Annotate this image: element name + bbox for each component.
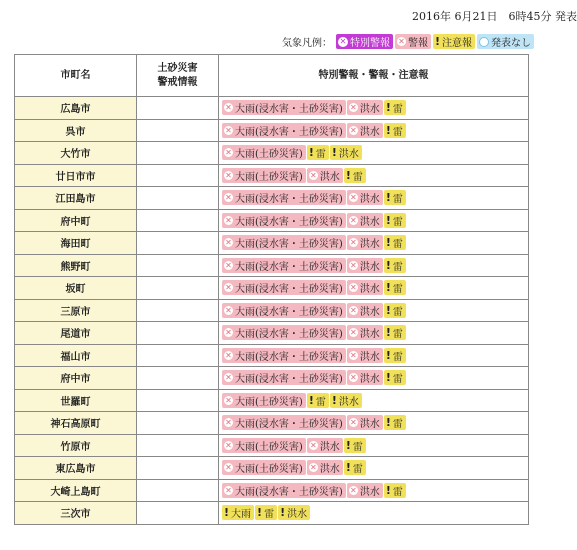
- advisory-icon: !: [385, 123, 391, 137]
- alert-label: 大雨(浸水害・土砂災害): [235, 329, 343, 341]
- warning-badge: [347, 235, 383, 250]
- alert-label: 大雨(浸水害・土砂災害): [235, 239, 343, 251]
- alert-label: 雷: [352, 441, 363, 453]
- warning-badge: [222, 235, 346, 250]
- advisory-icon: !: [385, 416, 391, 430]
- alert-label: 洪水: [359, 351, 380, 363]
- city-name: 世羅町: [15, 389, 137, 412]
- alert-label: 大雨: [231, 509, 252, 521]
- city-name: 神石高原町: [15, 412, 137, 435]
- warnings-cell: [219, 367, 529, 390]
- warning-badge: [222, 460, 306, 475]
- table-row: [15, 299, 529, 322]
- alert-label: 洪水: [359, 126, 380, 138]
- advisory-badge: [384, 325, 406, 340]
- landslide-info-cell: [137, 142, 219, 165]
- table-row: [15, 164, 529, 187]
- announcement-timestamp: 2016年 6月21日 6時45分 発表: [412, 10, 577, 23]
- advisory-badge: [384, 123, 406, 138]
- warning-badge: [222, 213, 346, 228]
- warning-badge: [347, 370, 383, 385]
- advisory-icon: !: [257, 506, 263, 520]
- advisory-badge: [384, 483, 406, 498]
- alert-label: 大雨(浸水害・土砂災害): [235, 351, 343, 363]
- advisory-icon: !: [280, 506, 286, 520]
- advisory-badge: [384, 190, 406, 205]
- warning-badge: [222, 415, 346, 430]
- city-name: 呉市: [15, 119, 137, 142]
- alert-label: 雷: [315, 396, 326, 408]
- landslide-info-cell: [137, 457, 219, 480]
- warning-badge: [222, 100, 346, 115]
- warning-badge: [347, 415, 383, 430]
- warnings-table: [14, 54, 529, 525]
- warnings-cell: [219, 277, 529, 300]
- warnings-cell: [219, 457, 529, 480]
- warning-badge: [222, 190, 346, 205]
- advisory-icon: !: [385, 303, 391, 317]
- alert-label: 大雨(浸水害・土砂災害): [235, 104, 343, 116]
- warning-icon: ✕: [225, 485, 232, 495]
- warning-badge: [347, 303, 383, 318]
- advisory-badge: [384, 258, 406, 273]
- advisory-icon: !: [385, 483, 391, 497]
- warning-icon: ✕: [349, 328, 357, 338]
- warning-icon: ✕: [225, 395, 232, 405]
- warning-badge: [307, 168, 343, 183]
- table-row: [15, 322, 529, 345]
- table-row: [15, 457, 529, 480]
- advisory-badge: [255, 505, 277, 520]
- table-row: [15, 412, 529, 435]
- city-name: 大崎上島町: [15, 479, 137, 502]
- alert-label: 洪水: [338, 149, 359, 161]
- warning-badge: [307, 438, 343, 453]
- warning-icon: ✕: [225, 463, 232, 473]
- warning-icon: ✕: [309, 463, 317, 473]
- landslide-header-line1: 土砂災害: [157, 62, 198, 74]
- landslide-header-line2: 警戒情報: [157, 76, 198, 88]
- alert-label: 洪水: [359, 486, 380, 498]
- warning-icon: ✕: [225, 440, 232, 450]
- advisory-badge: [384, 303, 406, 318]
- advisory-badge: [384, 100, 406, 115]
- table-row: [15, 389, 529, 412]
- advisory-icon: !: [385, 348, 391, 362]
- alert-label: 雷: [392, 419, 403, 431]
- warning-badge: [347, 483, 383, 498]
- column-header-warnings: 特別警報・警報・注意報: [219, 55, 529, 97]
- advisory-icon: !: [224, 506, 230, 520]
- advisory-icon: !: [308, 146, 314, 160]
- advisory-badge: [384, 213, 406, 228]
- warning-icon: ✕: [349, 418, 357, 428]
- table-row: [15, 97, 529, 120]
- advisory-icon: !: [435, 35, 441, 48]
- alert-label: 雷: [264, 509, 275, 521]
- advisory-badge: [344, 438, 366, 453]
- legend: [282, 34, 536, 49]
- warning-icon: ✕: [225, 260, 232, 270]
- warning-badge: [222, 123, 346, 138]
- alert-label: 大雨(土砂災害): [235, 171, 303, 183]
- alert-label: 洪水: [359, 419, 380, 431]
- legend-none: 発表なし: [477, 34, 534, 49]
- warning-icon: ✕: [225, 215, 232, 225]
- warnings-cell: [219, 209, 529, 232]
- alert-label: 大雨(浸水害・土砂災害): [235, 261, 343, 273]
- warnings-cell: [219, 232, 529, 255]
- warnings-cell: [219, 97, 529, 120]
- warning-badge: [222, 168, 306, 183]
- landslide-info-cell: [137, 367, 219, 390]
- column-header-landslide-info: [137, 55, 219, 97]
- table-row: [15, 434, 529, 457]
- city-name: 熊野町: [15, 254, 137, 277]
- alert-label: 大雨(土砂災害): [235, 149, 303, 161]
- warning-icon: ✕: [225, 238, 232, 248]
- landslide-info-cell: [137, 299, 219, 322]
- advisory-badge: [344, 460, 366, 475]
- advisory-badge: [307, 393, 329, 408]
- advisory-icon: !: [385, 236, 391, 250]
- warning-icon: ✕: [398, 37, 405, 46]
- landslide-info-cell: [137, 254, 219, 277]
- advisory-icon: !: [385, 213, 391, 227]
- legend-warning: ✕ 警報: [395, 34, 431, 49]
- warnings-cell: [219, 502, 529, 525]
- alert-label: 洪水: [359, 329, 380, 341]
- landslide-info-cell: [137, 232, 219, 255]
- warning-badge: [347, 123, 383, 138]
- landslide-info-cell: [137, 412, 219, 435]
- table-row: [15, 187, 529, 210]
- warning-badge: [347, 348, 383, 363]
- warnings-cell: [219, 322, 529, 345]
- column-header-city: 市町名: [15, 55, 137, 97]
- warnings-cell: [219, 299, 529, 322]
- alert-label: 大雨(浸水害・土砂災害): [235, 486, 343, 498]
- warning-icon: ✕: [225, 125, 232, 135]
- warning-icon: ✕: [225, 305, 232, 315]
- landslide-info-cell: [137, 187, 219, 210]
- alert-label: 洪水: [359, 216, 380, 228]
- warning-badge: [222, 303, 346, 318]
- alert-label: 大雨(土砂災害): [235, 396, 303, 408]
- warning-badge: [222, 370, 346, 385]
- alert-label: 洪水: [319, 441, 340, 453]
- advisory-icon: !: [331, 146, 337, 160]
- alert-label: 洪水: [319, 464, 340, 476]
- alert-label: 雷: [392, 284, 403, 296]
- legend-advisory: ! 注意報: [433, 34, 475, 49]
- warnings-cell: [219, 254, 529, 277]
- alert-label: 洪水: [319, 171, 340, 183]
- landslide-info-cell: [137, 344, 219, 367]
- city-name: 三次市: [15, 502, 137, 525]
- advisory-icon: !: [385, 101, 391, 115]
- warnings-cell: [219, 142, 529, 165]
- city-name: 江田島市: [15, 187, 137, 210]
- advisory-icon: !: [345, 461, 351, 475]
- advisory-badge: [222, 505, 254, 520]
- city-name: 海田町: [15, 232, 137, 255]
- landslide-info-cell: [137, 119, 219, 142]
- alert-label: 雷: [315, 149, 326, 161]
- warning-badge: [222, 280, 346, 295]
- legend-special-warning: ✕ 特別警報: [336, 34, 393, 49]
- advisory-badge: [330, 393, 362, 408]
- table-row: [15, 119, 529, 142]
- landslide-info-cell: [137, 322, 219, 345]
- warning-icon: ✕: [349, 260, 357, 270]
- special-warning-icon: ✕: [339, 36, 347, 46]
- warnings-cell: [219, 434, 529, 457]
- warning-badge: [347, 213, 383, 228]
- alert-label: 大雨(浸水害・土砂災害): [235, 284, 343, 296]
- city-name: 府中町: [15, 209, 137, 232]
- advisory-icon: !: [385, 371, 391, 385]
- alert-label: 雷: [392, 374, 403, 386]
- alert-label: 雷: [392, 486, 403, 498]
- landslide-info-cell: [137, 209, 219, 232]
- alert-label: 雷: [352, 464, 363, 476]
- warning-badge: [347, 325, 383, 340]
- warning-icon: ✕: [225, 350, 232, 360]
- alert-label: 大雨(浸水害・土砂災害): [235, 126, 343, 138]
- alert-label: 大雨(浸水害・土砂災害): [235, 216, 343, 228]
- advisory-badge: [384, 415, 406, 430]
- warning-icon: ✕: [349, 485, 357, 495]
- landslide-info-cell: [137, 97, 219, 120]
- warning-icon: ✕: [225, 103, 232, 113]
- table-row: [15, 277, 529, 300]
- warning-badge: [222, 145, 306, 160]
- alert-label: 雷: [392, 351, 403, 363]
- table-row: [15, 479, 529, 502]
- table-row: [15, 254, 529, 277]
- alert-label: 洪水: [287, 509, 308, 521]
- advisory-badge: [384, 370, 406, 385]
- warning-icon: ✕: [349, 350, 357, 360]
- warning-badge: [222, 483, 346, 498]
- alert-label: 洪水: [359, 261, 380, 273]
- warning-badge: [222, 258, 346, 273]
- advisory-icon: !: [345, 438, 351, 452]
- alert-label: 雷: [392, 216, 403, 228]
- warning-icon: ✕: [349, 373, 357, 383]
- legend-title: 気象凡例：: [282, 38, 332, 49]
- landslide-info-cell: [137, 479, 219, 502]
- advisory-icon: !: [385, 258, 391, 272]
- warning-icon: ✕: [225, 283, 232, 293]
- advisory-icon: !: [345, 168, 351, 182]
- alert-label: 大雨(浸水害・土砂災害): [235, 194, 343, 206]
- warning-badge: [222, 348, 346, 363]
- warning-badge: [347, 190, 383, 205]
- warnings-cell: [219, 164, 529, 187]
- advisory-badge: [384, 280, 406, 295]
- city-name: 尾道市: [15, 322, 137, 345]
- table-row: [15, 367, 529, 390]
- alert-label: 洪水: [359, 374, 380, 386]
- advisory-badge: [384, 235, 406, 250]
- city-name: 福山市: [15, 344, 137, 367]
- landslide-info-cell: [137, 389, 219, 412]
- warning-badge: [222, 438, 306, 453]
- advisory-badge: [307, 145, 329, 160]
- warning-badge: [347, 280, 383, 295]
- alert-label: 雷: [352, 171, 363, 183]
- warning-icon: ✕: [309, 170, 317, 180]
- landslide-info-cell: [137, 277, 219, 300]
- advisory-badge: [384, 348, 406, 363]
- alert-label: 大雨(土砂災害): [235, 441, 303, 453]
- alert-label: 雷: [392, 194, 403, 206]
- alert-label: 洪水: [338, 396, 359, 408]
- advisory-icon: !: [385, 281, 391, 295]
- warning-icon: ✕: [349, 215, 357, 225]
- city-name: 東広島市: [15, 457, 137, 480]
- landslide-info-cell: [137, 164, 219, 187]
- warning-icon: ✕: [225, 148, 232, 158]
- alert-label: 洪水: [359, 306, 380, 318]
- warning-badge: [222, 393, 306, 408]
- advisory-badge: [344, 168, 366, 183]
- city-name: 三原市: [15, 299, 137, 322]
- alert-label: 雷: [392, 329, 403, 341]
- landslide-info-cell: [137, 502, 219, 525]
- warning-badge: [347, 100, 383, 115]
- warnings-cell: [219, 119, 529, 142]
- landslide-info-cell: [137, 434, 219, 457]
- warning-badge: [307, 460, 343, 475]
- alert-label: 大雨(土砂災害): [235, 464, 303, 476]
- none-icon: [479, 37, 489, 47]
- table-row: [15, 344, 529, 367]
- table-row: [15, 232, 529, 255]
- warning-icon: ✕: [225, 328, 232, 338]
- warning-icon: ✕: [225, 373, 232, 383]
- city-name: 竹原市: [15, 434, 137, 457]
- table-row: [15, 209, 529, 232]
- warning-icon: ✕: [225, 170, 232, 180]
- warnings-cell: [219, 389, 529, 412]
- city-name: 坂町: [15, 277, 137, 300]
- advisory-icon: !: [385, 191, 391, 205]
- warning-icon: ✕: [349, 193, 357, 203]
- advisory-icon: !: [385, 326, 391, 340]
- warnings-cell: [219, 412, 529, 435]
- alert-label: 洪水: [359, 104, 380, 116]
- advisory-icon: !: [331, 393, 337, 407]
- warning-icon: ✕: [309, 440, 317, 450]
- advisory-badge: [330, 145, 362, 160]
- warning-icon: ✕: [225, 193, 232, 203]
- alert-label: 大雨(浸水害・土砂災害): [235, 306, 343, 318]
- alert-label: 雷: [392, 104, 403, 116]
- warning-icon: ✕: [349, 305, 357, 315]
- alert-label: 雷: [392, 306, 403, 318]
- table-row: [15, 142, 529, 165]
- city-name: 府中市: [15, 367, 137, 390]
- alert-label: 雷: [392, 261, 403, 273]
- city-name: 大竹市: [15, 142, 137, 165]
- alert-label: 雷: [392, 126, 403, 138]
- warning-icon: ✕: [225, 418, 232, 428]
- alert-label: 洪水: [359, 284, 380, 296]
- alert-label: 洪水: [359, 239, 380, 251]
- warning-icon: ✕: [349, 103, 357, 113]
- alert-label: 洪水: [359, 194, 380, 206]
- warnings-cell: [219, 344, 529, 367]
- table-row: [15, 502, 529, 525]
- warning-badge: [347, 258, 383, 273]
- warnings-cell: [219, 479, 529, 502]
- warning-icon: ✕: [349, 283, 357, 293]
- warning-icon: ✕: [349, 125, 357, 135]
- advisory-badge: [278, 505, 310, 520]
- warning-icon: ✕: [349, 238, 357, 248]
- alert-label: 大雨(浸水害・土砂災害): [235, 419, 343, 431]
- advisory-icon: !: [308, 393, 314, 407]
- warnings-cell: [219, 187, 529, 210]
- warning-badge: [222, 325, 346, 340]
- alert-label: 雷: [392, 239, 403, 251]
- alert-label: 大雨(浸水害・土砂災害): [235, 374, 343, 386]
- city-name: 広島市: [15, 97, 137, 120]
- city-name: 廿日市市: [15, 164, 137, 187]
